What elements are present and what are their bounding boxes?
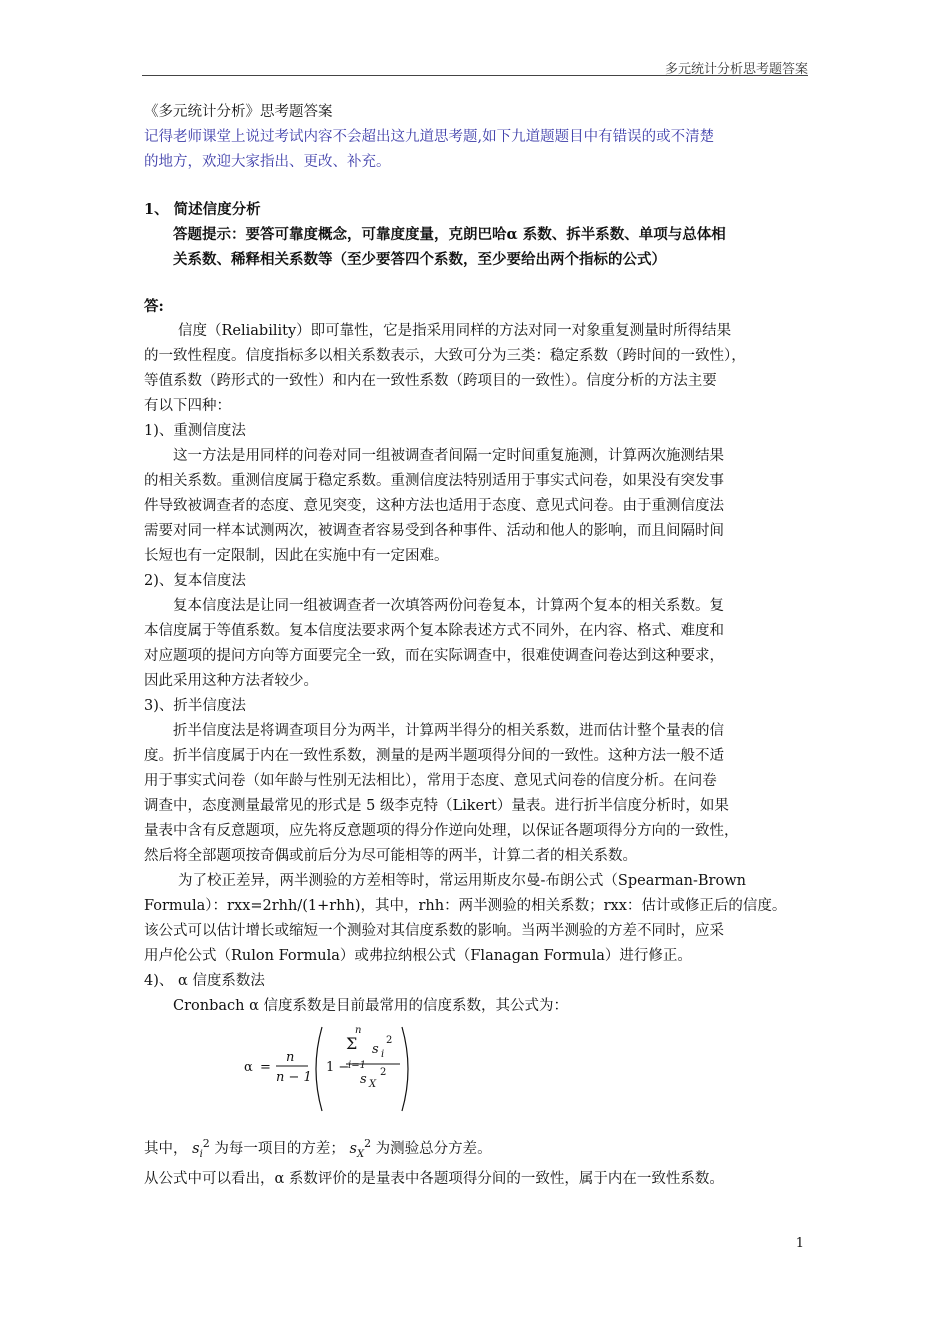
section-line: 该公式可以估计增长或缩短一个测验对其信度系数的影响。当两半测验的方差不同时，应采 <box>144 923 724 939</box>
section-line: 件导致被调查者的态度、意见突变，这种方法也适用于态度、意见式问卷。由于重测信度法 <box>144 498 724 514</box>
formula-left-paren <box>316 1027 322 1111</box>
var-s-i <box>192 1137 210 1160</box>
section-line: 需要对同一样本试测两次，被调查者容易受到各种事件、活动和他人的影响，而且间隔时间 <box>144 523 724 539</box>
intro-line: 有以下四种： <box>144 398 231 414</box>
question-heading: 1、 简述信度分析 <box>144 201 261 218</box>
section-title: 4)、 α 信度系数法 <box>144 973 265 989</box>
section-line: 然后将全部题项按奇偶或前后分为尽可能相等的两半，计算二者的相关系数。 <box>144 848 637 864</box>
section-line: 本信度属于等值系数。复本信度法要求两个复本除表述方式不同外，在内容、格式、难度和 <box>144 623 724 639</box>
section-line: Formula）：rxx=2rhh/(1+rhh)，其中，rhh：两半测验的相关系数；rxx：估计或修正后的信度。 <box>144 898 787 914</box>
var-two: 2 <box>202 1137 210 1150</box>
section-line: 复本信度法是让同一组被调查者一次填答两份问卷复本，计算两个复本的相关系数。复 <box>173 598 724 614</box>
formula-n: n <box>286 1050 295 1065</box>
section-line: Cronbach α 信度系数是目前最常用的信度系数，其公式为： <box>173 998 568 1014</box>
intro-line: 信度（Reliability）即可靠性，它是指采用同样的方法对同一对象重复测量时所得结果 <box>178 323 732 339</box>
total-variance-text: 为测验总分方差。 <box>375 1140 492 1157</box>
formula-s: s <box>372 1042 379 1057</box>
section-line: 为了校正差异，两半测验的方差相等时，常运用斯皮尔曼-布朗公式（Spearman-Brown <box>178 873 746 889</box>
section-line: 折半信度法是将调查项目分为两半，计算两半得分的相关系数，进而估计整个量表的信 <box>173 723 724 739</box>
section-line: 调查中，态度测量最常见的形式是 5 级李克特（Likert）量表。进行折半信度分析时，如果 <box>144 798 729 814</box>
formula-two: 2 <box>386 1035 393 1046</box>
formula-sum-bottom: i=1 <box>348 1060 366 1071</box>
document-title: 《多元统计分析》思考题答案 <box>144 104 333 120</box>
section-line: 因此采用这种方法者较少。 <box>144 673 318 689</box>
section-title: 3)、折半信度法 <box>144 698 246 714</box>
formula-s: s <box>360 1072 367 1087</box>
formula-sum-sign: Σ <box>346 1034 358 1053</box>
var-s: s <box>192 1140 200 1157</box>
section-line: 对应题项的提问方向等方面要完全一致，而在实际调查中，很难使调查问卷达到这种要求， <box>144 648 724 664</box>
variable-definitions <box>144 1131 808 1167</box>
section-title: 2)、复本信度法 <box>144 573 246 589</box>
conclusion-line: 从公式中可以看出，α 系数评价的是量表中各题项得分间的一致性，属于内在一致性系数。 <box>144 1170 724 1187</box>
var-x: X <box>356 1148 365 1160</box>
note-line: 的地方，欢迎大家指出、更改、补充。 <box>144 154 391 170</box>
section-line: 这一方法是用同样的问卷对同一组被调查者间隔一定时间重复施测，计算两次施测结果 <box>173 448 724 464</box>
section-line: 用于事实式问卷（如年龄与性别无法相比），常用于态度、意见式问卷的信度分析。在问卷 <box>144 773 717 789</box>
var-i: i <box>199 1148 203 1160</box>
header-rule <box>142 75 808 76</box>
item-variance-text: 为每一项目的方差； <box>214 1140 345 1157</box>
answer-label: 答: <box>144 298 164 315</box>
page-header-title: 多元统计分析思考题答案 <box>664 62 808 77</box>
intro-line: 等值系数（跨形式的一致性）和内在一致性系数（跨项目的一致性）。信度分析的方法主要 <box>144 373 717 389</box>
note-line: 记得老师课堂上说过考试内容不会超出这九道思考题,如下九道题题目中有错误的或不清楚 <box>144 129 715 145</box>
formula-two: 2 <box>380 1067 387 1078</box>
intro-line: 的一致性程度。信度指标多以相关系数表示，大致可分为三类：稳定系数（跨时间的一致性）， <box>144 348 746 364</box>
section-line: 度。折半信度属于内在一致性系数，测量的是两半题项得分间的一致性。这种方法一般不适 <box>144 748 724 764</box>
formula-i: i <box>381 1049 385 1060</box>
var-two: 2 <box>364 1137 372 1150</box>
section-line: 长短也有一定限制，因此在实施中有一定困难。 <box>144 548 449 564</box>
section-line: 的相关系数。重测信度属于稳定系数。重测信度法特别适用于事实式问卷，如果没有突发事 <box>144 473 724 489</box>
formula-n-minus-1: n − 1 <box>276 1070 312 1085</box>
formula-equals: = <box>260 1060 271 1075</box>
formula-x: X <box>369 1079 377 1090</box>
cronbach-alpha-formula <box>240 1019 560 1119</box>
question-hint-line: 答题提示：要答可靠度概念，可靠度度量，克朗巴哈α 系数、拆半系数、单项与总体相 <box>173 226 726 243</box>
formula-alpha: α <box>244 1060 253 1075</box>
page-number: 1 <box>795 1236 804 1251</box>
formula-svg <box>240 1019 560 1119</box>
section-title: 1)、重测信度法 <box>144 423 246 439</box>
var-s: s <box>349 1140 357 1157</box>
section-line: 用卢伦公式（Rulon Formula）或弗拉纳根公式（Flanagan Formula）进行修正。 <box>144 948 692 964</box>
formula-one-minus: 1 − <box>326 1060 350 1075</box>
page-content <box>144 100 808 1192</box>
section-line: 量表中含有反意题项，应先将反意题项的得分作逆向处理，以保证各题项得分方向的一致性， <box>144 823 739 839</box>
formula-sum-top: n <box>355 1025 362 1036</box>
question-hint-line: 关系数、稀释相关系数等（至少要答四个系数，至少要给出两个指标的公式） <box>173 251 666 268</box>
var-s-x <box>349 1137 372 1160</box>
formula-right-paren <box>402 1027 408 1111</box>
variable-prefix: 其中， <box>144 1140 188 1157</box>
